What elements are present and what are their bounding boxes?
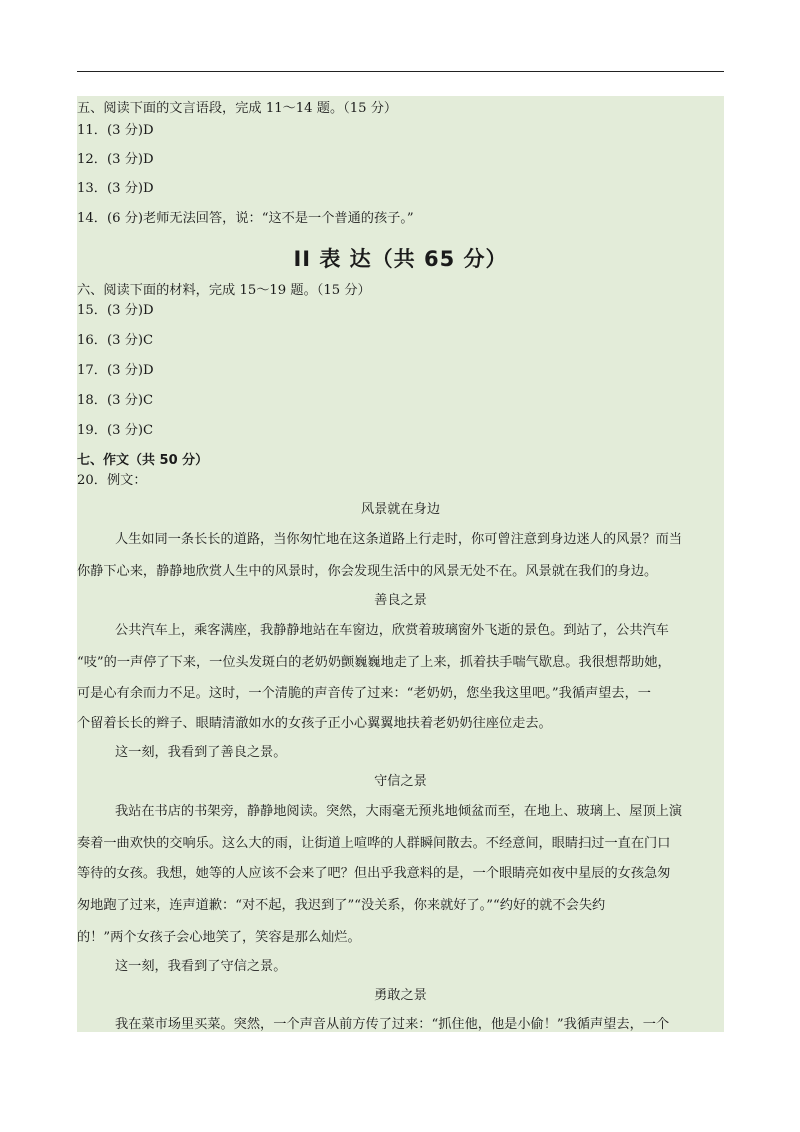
para1-line-1: 公共汽车上，乘客满座，我静静地站在车窗边，欣赏着玻璃窗外飞逝的景色。到站了，公共汽车 (115, 623, 669, 638)
subheading-courage: 勇敢之景 (374, 988, 427, 1003)
answer-19: 19．(3 分)C (77, 423, 154, 438)
header-rule (77, 71, 724, 72)
answer-14: 14．(6 分)老师无法回答，说：“这不是一个普通的孩子。” (77, 211, 414, 226)
intro-line-2: 你静下心来，静静地欣赏人生中的风景时，你会发现生活中的风景无处不在。风景就在我们的身边。 (77, 564, 658, 579)
para2-line-5: 的！”两个女孩子会心地笑了，笑容是那么灿烂。 (77, 930, 361, 945)
answer-11: 11．(3 分)D (77, 123, 154, 138)
answer-18: 18．(3 分)C (77, 393, 154, 408)
para2-line-4: 匆地跑了过来，连声道歉：“对不起，我迟到了”“没关系，你来就好了。”“约好的就不会失约 (77, 898, 606, 913)
intro-line-1: 人生如同一条长长的道路，当你匆忙地在这条道路上行走时，你可曾注意到身边迷人的风景？而当 (115, 532, 683, 547)
para1-conclusion: 这一刻，我看到了善良之景。 (115, 745, 287, 760)
answer-12: 12．(3 分)D (77, 152, 154, 167)
subheading-trust: 守信之景 (374, 774, 427, 789)
section7-heading: 七、作文（共 50 分） (77, 453, 209, 468)
para1-line-4: 个留着长长的辫子、眼睛清澈如水的女孩子正小心翼翼地扶着老奶奶往座位走去。 (77, 716, 552, 731)
para2-line-2: 奏着一曲欢快的交响乐。这么大的雨，让街道上喧哗的人群瞬间散去。不经意间，眼睛扫过一直在门口 (77, 836, 671, 851)
answer-13: 13．(3 分)D (77, 181, 154, 196)
para3-line-1: 我在菜市场里买菜。突然，一个声音从前方传了过来：“抓住他，他是小偷！”我循声望去，一个 (115, 1017, 670, 1032)
section6-heading: 六、阅读下面的材料，完成 15～19 题。（15 分） (77, 283, 371, 298)
para1-line-2: “吱”的一声停了下来，一位头发斑白的老奶奶颤巍巍地走了上来，抓着扶手喘气歇息。我很想帮助她， (77, 655, 671, 670)
answer-16: 16．(3 分)C (77, 333, 154, 348)
para2-conclusion: 这一刻，我看到了守信之景。 (115, 959, 287, 974)
para2-line-1: 我站在书店的书架旁，静静地阅读。突然，大雨毫无预兆地倾盆而至，在地上、玻璃上、屋顶上演 (115, 804, 683, 819)
answer-17: 17．(3 分)D (77, 363, 154, 378)
answer-15: 15．(3 分)D (77, 303, 154, 318)
part2-title: II 表 达（共 65 分） (293, 247, 508, 271)
para1-line-3: 可是心有余而力不足。这时，一个清脆的声音传了过来：“老奶奶，您坐我这里吧。”我循声望去，一 (77, 686, 651, 701)
subheading-kindness: 善良之景 (374, 593, 427, 608)
essay-label: 20．例文： (77, 473, 147, 488)
para2-line-3: 等待的女孩。我想，她等的人应该不会来了吧？但出乎我意料的是，一个眼睛亮如夜中星辰的女孩急匆 (77, 866, 671, 881)
essay-title: 风景就在身边 (360, 502, 441, 517)
section5-heading: 五、阅读下面的文言语段，完成 11～14 题。（15 分） (77, 101, 398, 116)
